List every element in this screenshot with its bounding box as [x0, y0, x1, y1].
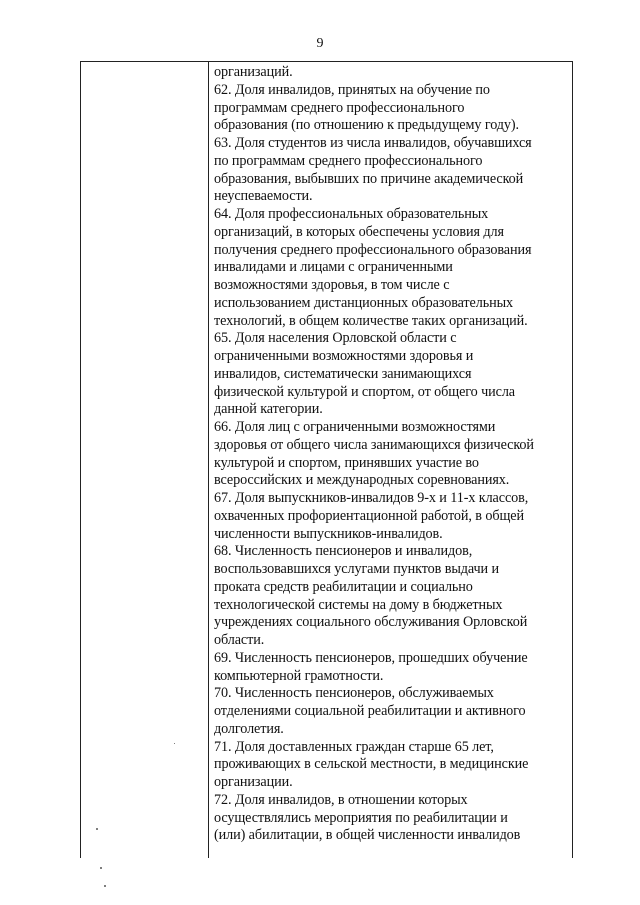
text-line: (или) абилитации, в общей численности инвалидов	[214, 827, 521, 844]
page-number: 9	[316, 36, 324, 51]
table-row	[81, 62, 573, 859]
text-line: инвалидов, систематически занимающихся	[214, 365, 472, 382]
text-line: проживающих в сельской местности, в медицинские	[214, 756, 529, 773]
text-line: программам среднего профессионального	[214, 99, 465, 116]
text-line: организации.	[214, 774, 293, 790]
scan-speck	[174, 743, 175, 744]
indicator-list	[209, 62, 572, 845]
text-line: 68. Численность пенсионеров и инвалидов,	[214, 543, 473, 560]
text-line: 67. Доля выпускников-инвалидов 9-х и 11-х классов,	[214, 490, 529, 506]
table-right-cell	[209, 62, 573, 859]
text-line: 66. Доля лиц с ограниченными возможностями	[214, 419, 496, 435]
text-line: неуспеваемости.	[214, 188, 313, 205]
text-line: 72. Доля инвалидов, в отношении которых	[214, 791, 468, 808]
text-line: 69. Численность пенсионеров, прошедших обучение	[214, 649, 528, 666]
text-line: образования (по отношению к предыдущему году).	[214, 117, 519, 134]
text-line: данной категории.	[214, 401, 323, 418]
text-line: охваченных профориентационной работой, в общей	[214, 507, 524, 524]
text-line: получения среднего профессионального образования	[214, 241, 532, 258]
scan-speck	[96, 828, 98, 830]
text-line: области.	[214, 632, 265, 648]
text-line: проката средств реабилитации и социально	[214, 578, 473, 595]
text-line: 62. Доля инвалидов, принятых на обучение по	[214, 81, 490, 98]
table-left-cell	[81, 62, 209, 859]
text-line: 63. Доля студентов из числа инвалидов, обучавшихся	[214, 135, 532, 151]
document-table	[80, 61, 573, 858]
text-line: здоровья от общего числа занимающихся физической	[214, 436, 534, 453]
text-line: долголетия.	[214, 720, 284, 737]
text-line: технологий, в общем количестве таких организаций.	[214, 312, 528, 329]
text-line: воспользовавшихся услугами пунктов выдачи и	[214, 561, 499, 577]
text-line: инвалидами и лицами с ограниченными	[214, 259, 453, 276]
text-line: ограниченными возможностями здоровья и	[214, 348, 474, 364]
text-line: численности выпускников-инвалидов.	[214, 525, 443, 542]
text-line: 70. Численность пенсионеров, обслуживаемых	[214, 685, 494, 702]
text-line: осуществлялись мероприятия по реабилитации и	[214, 809, 508, 826]
text-line: физической культурой и спортом, от общего числа	[214, 383, 516, 400]
text-line: по программам среднего профессионального	[214, 152, 483, 169]
text-line: организаций, в которых обеспечены условия для	[214, 223, 504, 240]
text-line: всероссийских и международных соревнованиях.	[214, 472, 510, 489]
text-line: 64. Доля профессиональных образовательных	[214, 206, 489, 222]
text-line: отделениями социальной реабилитации и активного	[214, 703, 526, 719]
text-line: образования, выбывших по причине академической	[214, 170, 524, 187]
text-line: 65. Доля населения Орловской области с	[214, 330, 457, 347]
text-line: компьютерной грамотности.	[214, 667, 384, 684]
text-line: 71. Доля доставленных граждан старше 65 лет,	[214, 738, 494, 755]
scan-speck	[104, 885, 106, 887]
text-line: организаций.	[214, 64, 293, 80]
text-line: возможностями здоровья, в том числе с	[214, 277, 450, 293]
text-line: культурой и спортом, принявших участие во	[214, 454, 479, 471]
text-line: использованием дистанционных образовательных	[214, 294, 514, 311]
text-line: технологической системы на дому в бюджетных	[214, 596, 503, 613]
scan-speck	[100, 867, 102, 869]
text-line: учреждениях социального обслуживания Орловской	[214, 614, 528, 631]
